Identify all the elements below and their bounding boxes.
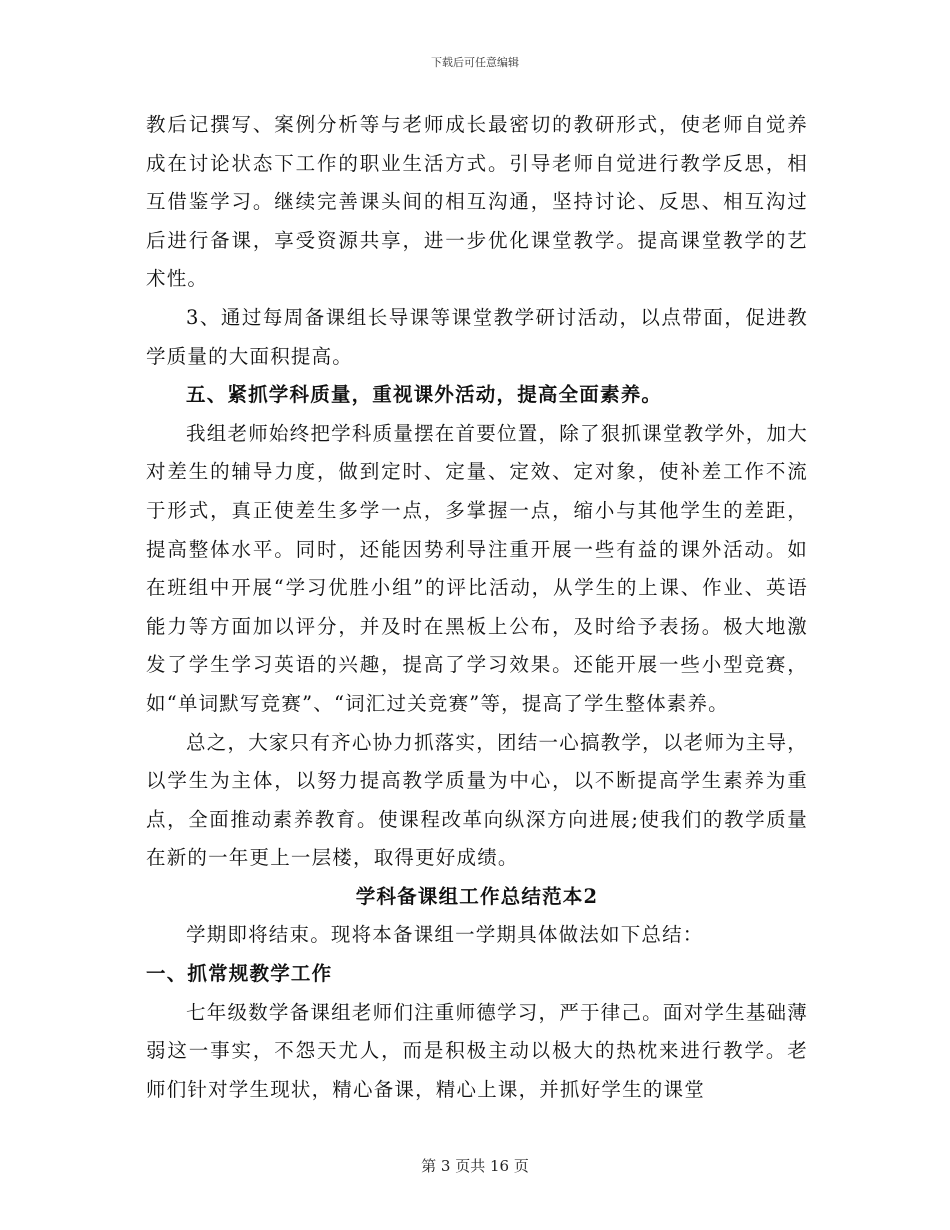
document-title-2: 学科备课组工作总结范本2 — [355, 884, 599, 908]
paragraph-intro: 学期即将结束。现将本备课组一学期具体做法如下总结： — [186, 923, 704, 947]
page-header: 下载后可任意编辑 — [431, 56, 519, 69]
paragraph-item-3: 3、通过每周备课组长导课等课堂教学研讨活动，以点带面，促进教学质量的大面积提高。 — [146, 305, 808, 368]
paragraph-routine: 七年级数学备课组老师们注重师德学习，严于律己。面对学生基础薄弱这一事实，不怨天尤人，而是积极主动以极大的热枕来进行教学。老师们针对学生现状，精心备课，精心上课，并抓好学生的课堂 — [146, 1000, 808, 1101]
section-heading-1: 一、抓常规教学工作 — [146, 962, 333, 986]
paragraph-quality: 我组老师始终把学科质量摆在首要位置，除了狠抓课堂教学外，加大对差生的辅导力度，做到定时、定量、定效、定对象，使补差工作不流于形式，真正使差生多学一点，多掌握一点，缩小与其他学生的差距，提高整体水平。同时，还能因势利导注重开展一些有益的课外活动。如在班组中开展“学习优胜小组”的评比活动，从学生的上课、作业、英语能力等方面加以评分，并及时在黑板上公布，及时给予表扬。极大地激发了学生学习英语的兴趣，提高了学习效果。还能开展一些小型竞赛，如“单词默写竞赛”、“词汇过关竞赛”等，提高了学生整体素养。 — [146, 421, 808, 715]
section-heading-5: 五、紧抓学科质量，重视课外活动，提高全面素养。 — [186, 383, 663, 407]
document-body — [146, 106, 808, 1109]
page-footer: 第 3 页共 16 页 — [421, 1157, 529, 1175]
paragraph-summary: 总之，大家只有齐心协力抓落实，团结一心搞教学，以老师为主导，以学生为主体，以努力提高教学质量为中心，以不断提高学生素养为重点，全面推动素养教育。使课程改革向纵深方向进展;使我们的教学质量在新的一年更上一层楼，取得更好成绩。 — [146, 730, 808, 870]
paragraph-continuation: 教后记撰写、案例分析等与老师成长最密切的教研形式，使老师自觉养成在讨论状态下工作的职业生活方式。引导老师自觉进行教学反思，相互借鉴学习。继续完善课头间的相互沟通，坚持讨论、反思、相互沟过后进行备课，享受资源共享，进一步优化课堂教学。提高课堂教学的艺术性。 — [146, 113, 808, 291]
